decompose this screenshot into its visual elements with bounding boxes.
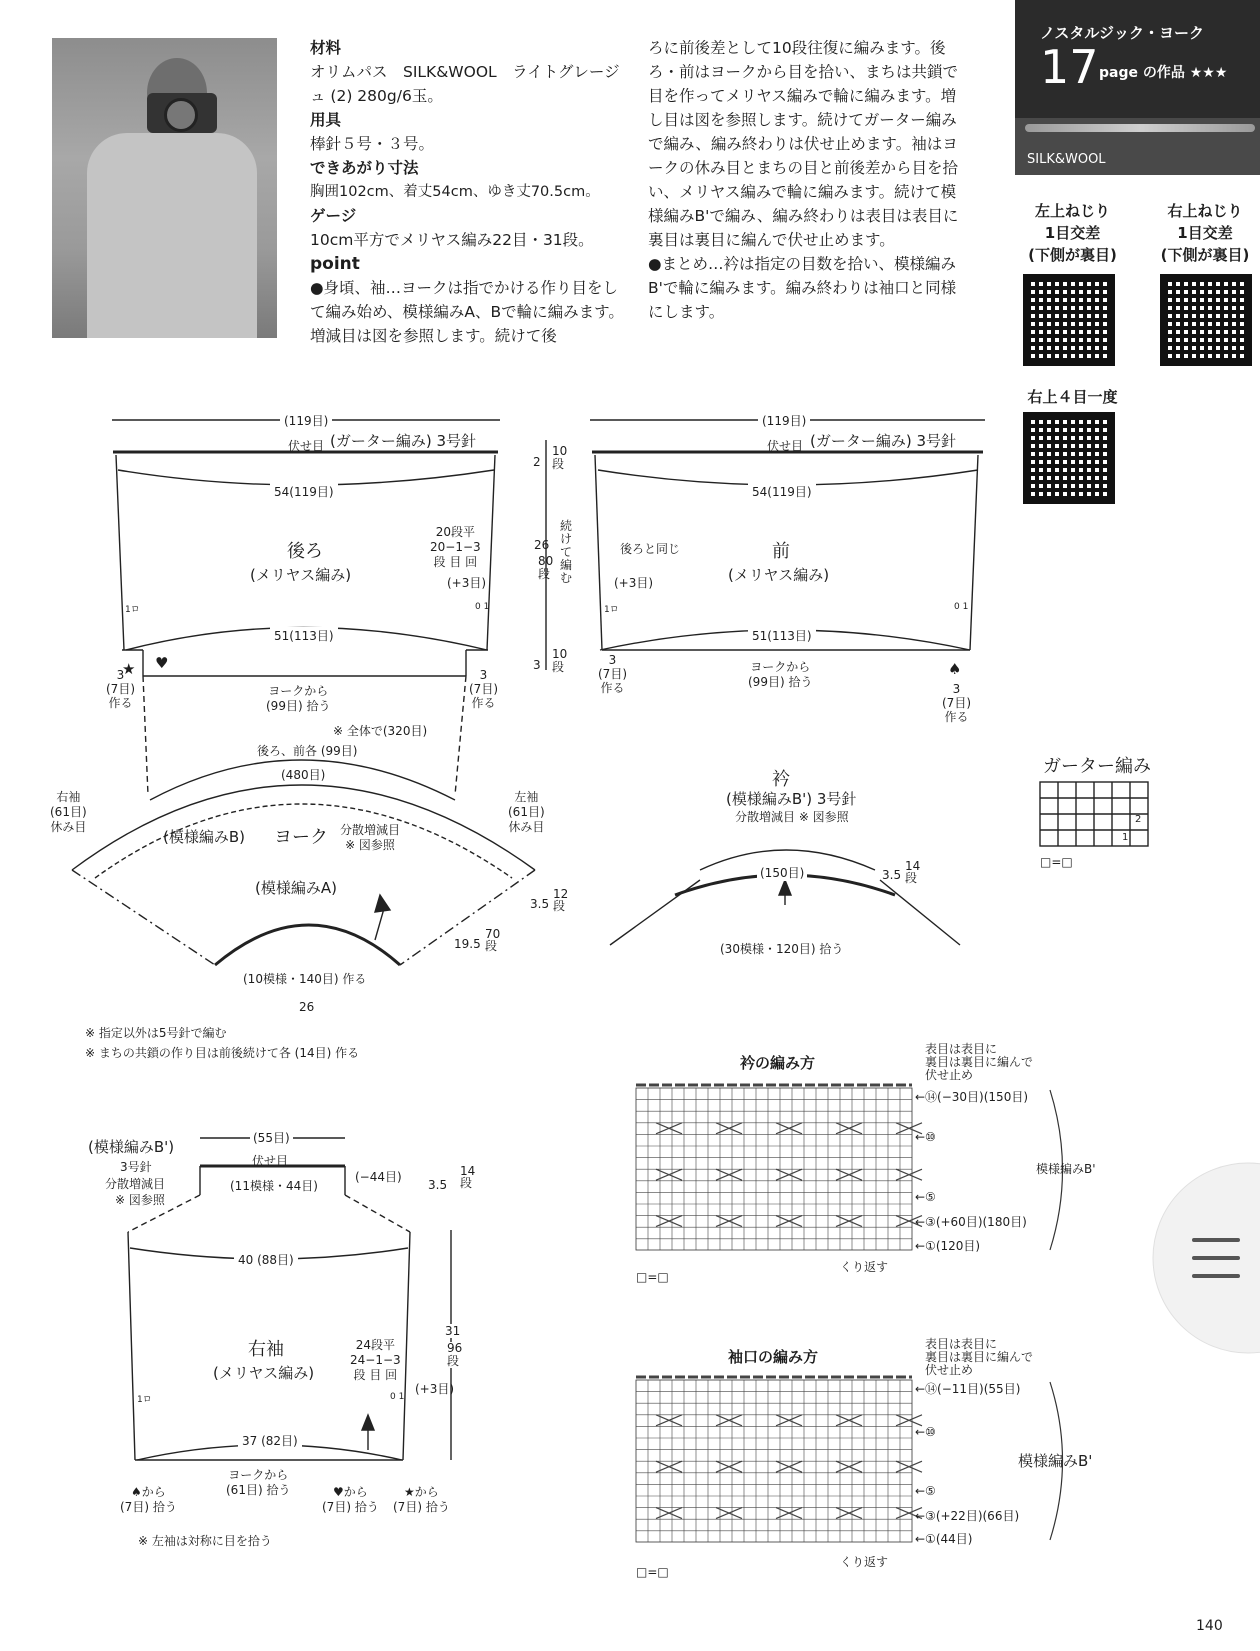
back-width-1: 54(119目) <box>270 483 338 500</box>
qr-label-left-twist: 左上ねじり 1目交差 (下側が裏目) <box>1028 202 1117 264</box>
sleeve-cuff-length: 3.5 <box>428 1178 448 1192</box>
front-stitch: (メリヤス編み) <box>728 566 830 584</box>
menu-icon[interactable] <box>1192 1238 1240 1278</box>
qr-label-k4tog: 右上４目一度 <box>1027 388 1118 406</box>
tools-text: 棒針５号・３号。 <box>310 135 435 153</box>
cuff-chart-title: 袖口の編み方 <box>728 1348 819 1366</box>
back-bind-off: 伏せ目 <box>288 439 325 453</box>
sleeve-note: ※ 左袖は対称に目を拾う <box>138 1534 272 1548</box>
point-text-1: ●身頃、袖…ヨークは指でかける作り目をして編み始め、模様編みA、Bで輪に編みます。増減目は図を参照します。続けて後 <box>310 279 624 345</box>
pattern-name: ノスタルジック・ヨーク <box>1040 24 1205 42</box>
collar-chart-r3: ←③(+60目)(180目) <box>915 1215 1027 1229</box>
back-pickup: ヨークから (99目) 拾う <box>266 684 331 713</box>
front-garter: (ガーター編み) 3号針 <box>810 432 957 450</box>
collar-pattern: (模様編みB') 3号針 <box>726 790 857 808</box>
sleeve-increase: 24段平 24−1−3 段 目 回 <box>350 1338 401 1382</box>
back-stitch: (メリヤス編み) <box>250 566 352 584</box>
sleeve-minus: (−44目) <box>355 1170 402 1184</box>
back-left-gusset: 3 (7目) 作る <box>106 668 135 710</box>
collar-chart-finish: 表目は表目に 裏目は裏目に編んで 伏せ止め <box>925 1042 1034 1082</box>
cuff-chart-r5: ←⑤ <box>915 1484 936 1498</box>
sleeve-top: (55目) <box>250 1129 293 1146</box>
point-heading: point <box>310 254 360 274</box>
back-increase: 20段平 20−1−3 段 目 回 <box>430 525 481 569</box>
yoke-left-sleeve: 左袖 (61目) 休み目 <box>508 790 545 834</box>
back-right-gusset: 3 (7目) 作る <box>469 668 498 710</box>
yoke-all: ※ 全体で(320目) <box>333 724 428 738</box>
collar-side-rows: 14段 <box>905 859 921 885</box>
cuff-chart-pattern: 模様編みB' <box>1018 1452 1093 1470</box>
pattern-number: 17 <box>1040 40 1099 94</box>
yarn-name: SILK&WOOL <box>1027 152 1106 167</box>
yoke-pattern-a: (模様編みA) <box>255 879 337 897</box>
front-spade: ♠ <box>948 660 962 678</box>
sleeve-heart-pickup: ♥から (7目) 拾う <box>322 1485 379 1514</box>
size-heading: できあがり寸法 <box>310 159 419 177</box>
gauge-heading: ゲージ <box>310 207 357 225</box>
back-top-count: (119目) <box>280 412 332 429</box>
middle-top: 2 <box>533 455 541 469</box>
sleeve-needle: 3号針 <box>120 1160 152 1174</box>
front-pickup: ヨークから (99目) 拾う <box>748 660 813 689</box>
yoke-label: ヨーク <box>274 827 328 848</box>
sleeve-length: 31 <box>445 1324 461 1338</box>
yoke-width: 26 <box>295 1000 318 1014</box>
collar-chart-title: 衿の編み方 <box>740 1054 816 1072</box>
front-same-as-back: 後ろと同じ <box>620 542 681 556</box>
front-width-1: 54(119目) <box>748 483 816 500</box>
cuff-chart-repeat: くり返す <box>840 1555 889 1569</box>
sleeve-title: 右袖 <box>248 1339 284 1360</box>
collar-chart-r10: ←⑩ <box>915 1130 936 1144</box>
sleeve-one-right: 0 1 <box>390 1392 405 1402</box>
yoke-side-1-rows: 12段 <box>553 887 569 913</box>
middle-bottom-rows: 10段 <box>552 647 568 674</box>
sleeve-bind-off: 伏せ目 <box>252 1154 289 1168</box>
page-number: 140 <box>1196 1618 1223 1634</box>
tools-heading: 用具 <box>310 111 342 129</box>
front-left-gusset: 3 (7目) 作る <box>598 653 627 695</box>
back-star: ★ <box>122 660 136 678</box>
back-one-left: 1ロ <box>125 605 140 615</box>
garter-legend: □=□ <box>1040 855 1073 869</box>
sleeve-pattern: (模様編みB') <box>88 1138 175 1156</box>
middle-length-rows: 80段 <box>538 554 554 581</box>
middle-top-rows: 10段 <box>552 444 568 471</box>
collar-chart-legend: □=□ <box>636 1270 669 1284</box>
back-heart: ♥ <box>155 654 169 672</box>
collar-top: (150目) <box>757 864 807 881</box>
materials-heading: 材料 <box>310 39 342 57</box>
yoke-side-2: 19.5 <box>454 937 481 951</box>
sleeve-pickup: ヨークから (61目) 拾う <box>226 1468 291 1497</box>
sleeve-stitch: (メリヤス編み) <box>213 1364 315 1382</box>
sleeve-one-left: 1ロ <box>137 1395 152 1405</box>
yoke-each: 後ろ、前各 (99目) <box>254 742 360 759</box>
garter-row-2: 2 <box>1135 814 1142 825</box>
collar-dist: 分散増減目 ※ 図参照 <box>735 810 849 824</box>
size-text: 胸囲102cm、着丈54cm、ゆき丈70.5cm。 <box>310 184 600 200</box>
sleeve-ref: ※ 図参照 <box>115 1193 165 1207</box>
sleeve-length-rows: 96段 <box>447 1341 463 1368</box>
yoke-right-sleeve: 右袖 (61目) 休み目 <box>50 790 87 834</box>
front-bind-off: 伏せ目 <box>767 439 804 453</box>
front-plus3: (+3目) <box>614 576 654 590</box>
collar-side: 3.5 <box>882 868 902 882</box>
sleeve-plus3: (+3目) <box>415 1382 455 1396</box>
note-gusset: ※ まちの共鎖の作り目は前後続けて各 (14目) 作る <box>85 1046 360 1060</box>
middle-continue: 続けて編む <box>560 519 573 585</box>
back-width-2: 51(113目) <box>270 627 338 644</box>
collar-chart-r14: ←⑭(−30目)(150目) <box>915 1090 1029 1104</box>
sleeve-width-1: 40 (88目) <box>234 1251 298 1268</box>
yoke-top: (480目) <box>278 766 328 783</box>
collar-chart-pattern: 模様編みB' <box>1036 1162 1096 1176</box>
cuff-chart-r10: ←⑩ <box>915 1425 936 1439</box>
middle-bottom: 3 <box>533 658 541 672</box>
collar-pickup: (30模様・120目) 拾う <box>720 942 844 956</box>
middle-length: 26 <box>534 538 550 552</box>
yoke-side-2-rows: 70段 <box>485 927 501 953</box>
collar-chart-r1: ←①(120目) <box>915 1239 981 1253</box>
front-title: 前 <box>772 541 790 562</box>
yoke-dist: 分散増減目 ※ 図参照 <box>340 823 401 852</box>
point-text-2: ろに前後差として10段往復に編みます。後ろ・前はヨークから目を拾い、まちは共鎖で目を作ってメリヤス編みで輪に編みます。増し目は図を参照します。続けてガーター編みで編み、編み終わりは伏せ止めます。袖はヨークの休み目とまちの目と前後差から目を拾い、メリヤス編みで輪に編みます。続けて模様編みB'で編み、編み終わりは表目は表目に裏目は裏目に編んで伏せ止めます。 <box>648 39 959 249</box>
qr-label-right-twist: 右上ねじり 1目交差 (下側が裏目) <box>1160 202 1250 264</box>
front-one-right: 0 1 <box>954 602 969 612</box>
back-plus3: (+3目) <box>447 576 487 590</box>
collar-chart-repeat: くり返す <box>840 1260 889 1274</box>
collar-title: 衿 <box>772 769 790 790</box>
sleeve-dist: 分散増減目 <box>105 1177 166 1191</box>
sleeve-spade-pickup: ♠から (7目) 拾う <box>120 1485 177 1514</box>
note-needle: ※ 指定以外は5号針で編む <box>85 1026 227 1040</box>
front-right-gusset: 3 (7目) 作る <box>942 682 971 724</box>
yoke-bottom: (10模様・140目) 作る <box>243 972 367 986</box>
cuff-chart-cells <box>636 1377 922 1542</box>
gauge-text: 10cm平方でメリヤス編み22目・31段。 <box>310 231 594 249</box>
garter-chart-title: ガーター編み <box>1043 756 1151 777</box>
sleeve-cuff-rows: 14段 <box>460 1164 476 1190</box>
cuff-chart-r1: ←①(44目) <box>915 1532 973 1546</box>
back-garter: (ガーター編み) 3号針 <box>330 432 477 450</box>
sleeve-cuff: (11模様・44目) <box>230 1179 318 1193</box>
page-reference: page の作品 ★★★ <box>1099 65 1228 81</box>
cuff-chart-r3: ←③(+22目)(66目) <box>915 1509 1020 1523</box>
collar-chart-r5: ←⑤ <box>915 1190 936 1204</box>
front-one-left: 1ロ <box>604 605 619 615</box>
yoke-side-1: 3.5 <box>530 897 550 911</box>
collar-chart-cells <box>636 1085 922 1250</box>
cuff-chart-finish: 表目は表目に 裏目は裏目に編んで 伏せ止め <box>925 1337 1034 1377</box>
front-top-count: (119目) <box>758 412 810 429</box>
back-title: 後ろ <box>287 541 323 562</box>
sleeve-width-2: 37 (82目) <box>238 1432 302 1449</box>
cuff-chart-legend: □=□ <box>636 1565 669 1579</box>
front-width-2: 51(113目) <box>748 627 816 644</box>
garter-row-1: 1 <box>1122 832 1129 843</box>
sleeve-star-pickup: ★から (7目) 拾う <box>393 1485 450 1514</box>
back-one-right: 0 1 <box>475 602 490 612</box>
cuff-chart-r14: ←⑭(−11目)(55目) <box>915 1382 1021 1396</box>
point-text-3: ●まとめ…衿は指定の目数を拾い、模様編みB'で輪に編みます。編み終わりは袖口と同様にします。 <box>648 255 957 321</box>
yoke-pattern-b: (模様編みB) <box>163 828 245 846</box>
materials-text: オリムパス SILK&WOOL ライトグレージュ (2) 280g/6玉。 <box>310 63 620 105</box>
